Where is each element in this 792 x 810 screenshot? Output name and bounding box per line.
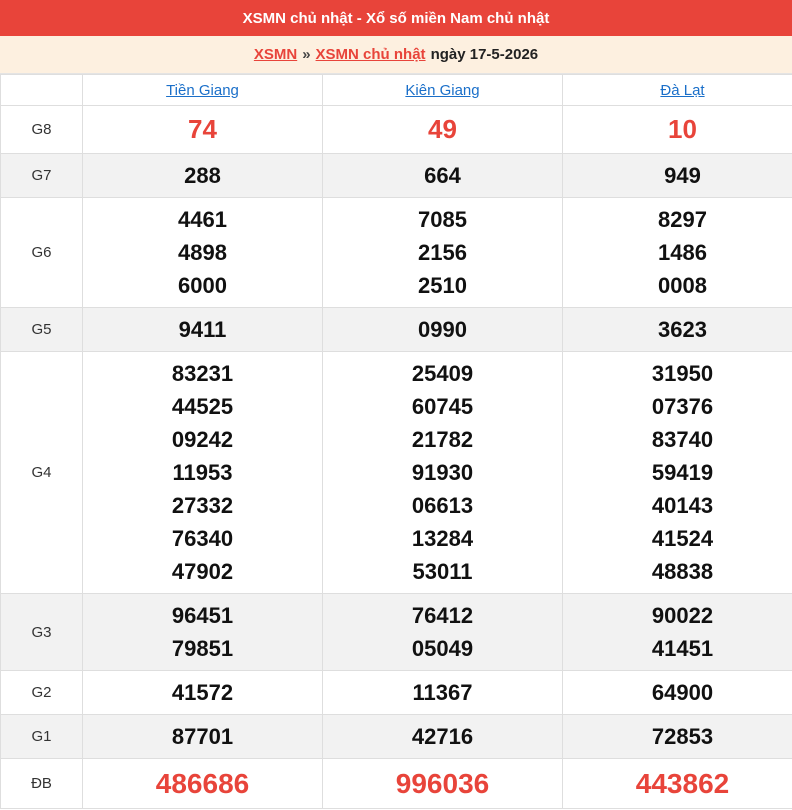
prize-cell — [563, 715, 792, 759]
prize-number: 11953 — [172, 460, 233, 485]
prize-number: 42716 — [411, 724, 474, 749]
prize-number: 949 — [664, 163, 701, 188]
prize-row-g7 — [1, 154, 792, 198]
prize-row-db — [1, 759, 792, 809]
results-table — [0, 74, 792, 809]
prize-number: 64900 — [651, 680, 714, 705]
prize-row-g1 — [1, 715, 792, 759]
prize-number: 0008 — [658, 273, 707, 298]
prize-row-g4 — [1, 352, 792, 594]
prize-label: G4 — [1, 352, 83, 594]
prize-label: G1 — [1, 715, 83, 759]
province-header — [563, 75, 792, 106]
prize-number: 6000 — [178, 273, 227, 298]
prize-cell — [563, 671, 792, 715]
prize-number: 2156 — [418, 240, 467, 265]
prize-number: 41524 — [651, 526, 714, 551]
prize-number: 96451 — [171, 603, 234, 628]
prize-row-g6 — [1, 198, 792, 308]
prize-number: 21782 — [411, 427, 474, 452]
prize-cell — [83, 759, 323, 809]
prize-number: 3623 — [658, 317, 707, 342]
prize-number: 53011 — [412, 559, 473, 584]
prize-cell — [323, 198, 563, 308]
prize-row-g8 — [1, 106, 792, 154]
province-link-tien-giang[interactable]: Tiền Giang — [166, 81, 239, 99]
prize-number: 41451 — [651, 636, 714, 661]
prize-number: 83740 — [651, 427, 714, 452]
prize-number: 8297 — [658, 207, 707, 232]
prize-cell — [323, 715, 563, 759]
prize-cell — [83, 352, 323, 594]
province-link-kien-giang[interactable]: Kiên Giang — [405, 81, 480, 99]
prize-cell — [83, 198, 323, 308]
prize-number: 443862 — [635, 768, 730, 799]
header-empty-cell — [1, 75, 83, 106]
prize-number: 83231 — [171, 361, 234, 386]
prize-number: 40143 — [651, 493, 714, 518]
prize-number: 10 — [668, 114, 697, 144]
prize-number: 59419 — [651, 460, 714, 485]
province-link-da-lat[interactable]: Đà Lạt — [660, 81, 705, 99]
prize-number: 664 — [424, 163, 461, 188]
prize-row-g5 — [1, 308, 792, 352]
draw-date: ngày 17-5-2026 — [430, 46, 539, 63]
prize-cell — [323, 594, 563, 671]
breadcrumb-link-xsmn-sunday[interactable]: XSMN chủ nhật — [315, 46, 426, 63]
prize-number: 288 — [184, 163, 221, 188]
prize-number: 87701 — [171, 724, 234, 749]
prize-number: 13284 — [411, 526, 474, 551]
prize-number: 2510 — [418, 273, 467, 298]
prize-number: 4461 — [178, 207, 227, 232]
breadcrumb-link-xsmn[interactable]: XSMN — [253, 46, 298, 63]
prize-cell — [563, 759, 792, 809]
prize-number: 72853 — [651, 724, 714, 749]
prize-row-g3 — [1, 594, 792, 671]
prize-cell — [563, 154, 792, 198]
province-header — [323, 75, 563, 106]
prize-number: 09242 — [171, 427, 234, 452]
prize-number: 07376 — [651, 394, 714, 419]
prize-number: 44525 — [171, 394, 234, 419]
prize-number: 486686 — [155, 768, 250, 799]
prize-number: 74 — [188, 114, 217, 144]
prize-row-g2 — [1, 671, 792, 715]
province-header — [83, 75, 323, 106]
prize-number: 91930 — [411, 460, 474, 485]
prize-cell — [563, 308, 792, 352]
prize-number: 1486 — [658, 240, 707, 265]
breadcrumb — [0, 36, 792, 74]
prize-number: 48838 — [651, 559, 714, 584]
prize-cell — [323, 106, 563, 154]
prize-cell — [563, 198, 792, 308]
prize-label: G8 — [1, 106, 83, 154]
prize-number: 27332 — [171, 493, 234, 518]
prize-label: G3 — [1, 594, 83, 671]
prize-number: 25409 — [411, 361, 474, 386]
prize-cell — [83, 671, 323, 715]
prize-number: 49 — [428, 114, 457, 144]
prize-label: G6 — [1, 198, 83, 308]
prize-cell — [83, 715, 323, 759]
prize-number: 31950 — [651, 361, 714, 386]
prize-number: 4898 — [178, 240, 227, 265]
prize-number: 06613 — [411, 493, 474, 518]
prize-number: 0990 — [418, 317, 467, 342]
prize-cell — [563, 106, 792, 154]
prize-label: G2 — [1, 671, 83, 715]
breadcrumb-separator: » — [302, 46, 311, 63]
prize-cell — [83, 154, 323, 198]
prize-cell — [323, 308, 563, 352]
prize-number: 7085 — [418, 207, 467, 232]
page-title: XSMN chủ nhật - Xổ số miền Nam chủ nhật — [242, 9, 550, 27]
prize-label: G5 — [1, 308, 83, 352]
prize-cell — [563, 352, 792, 594]
prize-cell — [323, 154, 563, 198]
prize-number: 9411 — [178, 317, 227, 342]
prize-number: 76412 — [411, 603, 474, 628]
page-header — [0, 0, 792, 36]
prize-number: 11367 — [412, 680, 473, 705]
prize-label: ĐB — [1, 759, 83, 809]
prize-cell — [323, 352, 563, 594]
prize-cell — [323, 759, 563, 809]
prize-number: 996036 — [395, 768, 490, 799]
prize-label: G7 — [1, 154, 83, 198]
prize-cell — [83, 594, 323, 671]
prize-cell — [563, 594, 792, 671]
prize-number: 41572 — [171, 680, 234, 705]
prize-number: 90022 — [651, 603, 714, 628]
prize-cell — [83, 106, 323, 154]
prize-number: 76340 — [171, 526, 234, 551]
province-header-row — [1, 75, 792, 106]
prize-number: 60745 — [411, 394, 474, 419]
prize-cell — [83, 308, 323, 352]
prize-number: 05049 — [411, 636, 474, 661]
prize-number: 79851 — [171, 636, 234, 661]
prize-number: 47902 — [171, 559, 234, 584]
prize-cell — [323, 671, 563, 715]
